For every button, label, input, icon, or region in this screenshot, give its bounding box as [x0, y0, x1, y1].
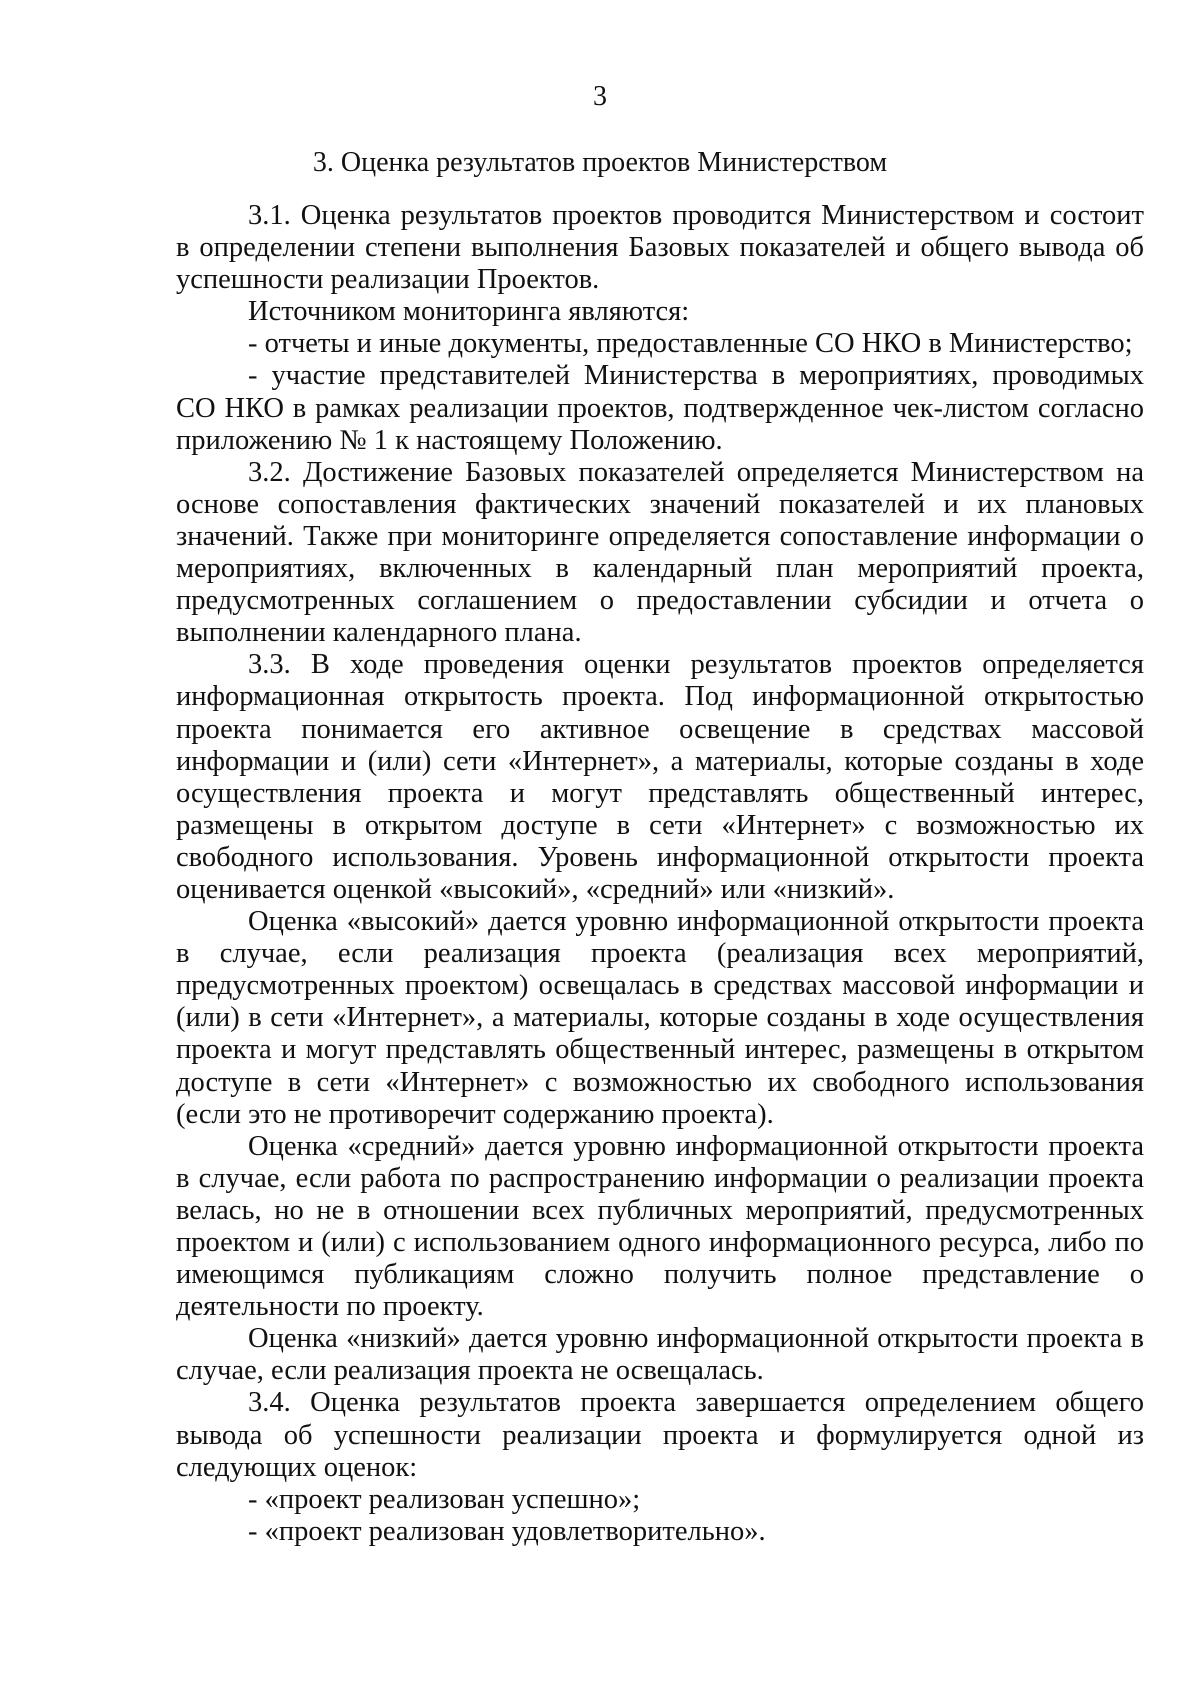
paragraph-3-2: 3.2. Достижение Базовых показателей определяется Министерством на основе сопоставления фактических значений показателей и их плановых значений. Также при мониторинге определяется сопоставление информации о мероприятиях, включенных в календарный план мероприятий проекта, предусмотренных соглашением о предоставлении субсидии и отчета о выполнении календарного плана.	[176, 456, 1144, 649]
paragraph-3-1: 3.1. Оценка результатов проектов проводится Министерством и состоит в определении степени выполнения Базовых показателей и общего вывода об успешности реализации Проектов.	[176, 200, 1144, 296]
section-title: 3. Оценка результатов проектов Министерством	[312, 147, 888, 178]
list-item-participation: - участие представителей Министерства в мероприятиях, проводимых СО НКО в рамках реализации проектов, подтвержденное чек-листом согласно приложению № 1 к настоящему Положению.	[176, 360, 1144, 456]
paragraph-monitoring-source: Источником мониторинга являются:	[248, 296, 690, 328]
paragraph-rating-low: Оценка «низкий» дается уровню информационной открытости проекта в случае, если реализация проекта не освещалась.	[176, 1323, 1144, 1387]
paragraph-rating-medium: Оценка «средний» дается уровню информационной открытости проекта в случае, если работа по распространению информации о реализации проекта велась, но не в отношении всех публичных мероприятий, предусмотренных проектом и (или) с использованием одного информационного ресурса, либо по имеющимся публикациям сложно получить полное представление о деятельности по проекту.	[176, 1130, 1144, 1323]
paragraph-rating-high: Оценка «высокий» дается уровню информационной открытости проекта в случае, если реализация проекта (реализация всех мероприятий, предусмотренных проектом) освещалась в средствах массовой информации и (или) в сети «Интернет», а материалы, которые созданы в ходе осуществления проекта и могут представлять общественный интерес, размещены в открытом доступе в сети «Интернет» с возможностью их свободного использования (если это не противоречит содержанию проекта).	[176, 906, 1144, 1130]
list-item-success: - «проект реализован успешно»;	[248, 1483, 641, 1515]
page-number: 3	[593, 81, 607, 112]
list-item-satisfactory: - «проект реализован удовлетворительно».	[248, 1515, 766, 1547]
paragraph-3-3: 3.3. В ходе проведения оценки результатов проектов определяется информационная открытость проекта. Под информационной открытостью проекта понимается его активное освещение в средствах массовой информации и (или) сети «Интернет», а материалы, которые созданы в ходе осуществления проекта и могут представлять общественный интерес, размещены в открытом доступе в сети «Интернет» с возможностью их свободного использования. Уровень информационной открытости проекта оценивается оценкой «высокий», «средний» или «низкий».	[176, 649, 1144, 905]
paragraph-3-4: 3.4. Оценка результатов проекта завершается определением общего вывода об успешности реализации проекта и формулируется одной из следующих оценок:	[176, 1387, 1144, 1483]
body-text	[176, 200, 1144, 1548]
list-item-reports: - отчеты и иные документы, предоставленные СО НКО в Министерство;	[248, 328, 1133, 360]
